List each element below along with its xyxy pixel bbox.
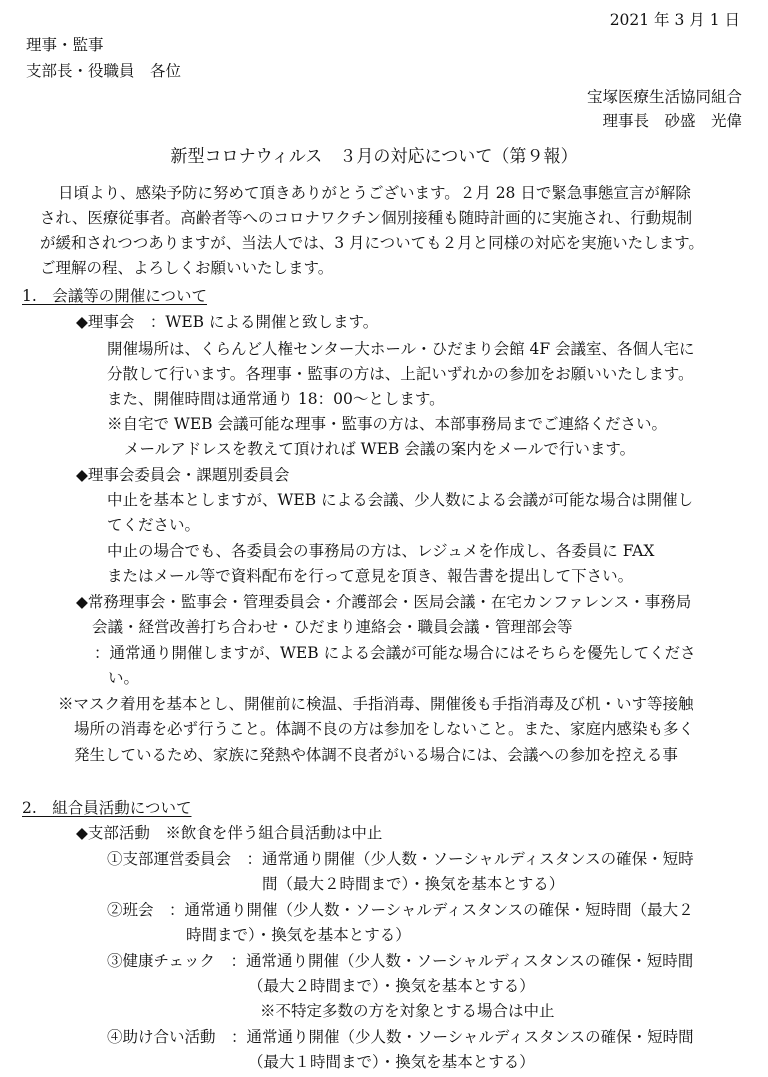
document-title: 新型コロナウィルス ３月の対応について（第９報）	[170, 147, 578, 167]
section-heading: 1. 会議等の開催について	[22, 287, 207, 305]
item-label-others: ◆常務理事会・監事会・管理委員会・介護部会・医局会議・在宅カンファレンス・事務局	[76, 593, 692, 611]
section-heading: 2. 組合員活動について	[22, 799, 192, 817]
intro-line: 日頃より、感染予防に努めて頂きありがとうございます。２月 28 日で緊急事態宣言が解除	[58, 184, 691, 202]
item-label-rijikai: ◆理事会 ：WEB による開催と致します。	[76, 313, 379, 331]
activity-item: ③健康チェック ：通常通り開催（少人数・ソーシャルディスタンスの確保・短時間	[107, 952, 694, 970]
activity-item: ①支部運営委員会 ：通常通り開催（少人数・ソーシャルディスタンスの確保・短時	[107, 850, 694, 868]
sender-organization: 宝塚医療生活協同組合	[586, 88, 742, 106]
body-line: 開催場所は、くらんど人権センター大ホール・ひだまり会館 4F 会議室、各個人宅に	[107, 340, 695, 358]
activity-item-continued: 間（最大２時間まで）・換気を基本とする）	[262, 875, 565, 893]
caution-note-line: 発生しているため、家族に発熱や体調不良者がいる場合には、会議への参加を控える事	[74, 746, 678, 764]
body-line: ※自宅で WEB 会議可能な理事・監事の方は、本部事務局までご連絡ください。	[107, 415, 667, 433]
body-line: ：通常通り開催しますが、WEB による会議が可能な場合にはそちらを優先してくださ	[94, 644, 696, 662]
intro-line: ご理解の程、よろしくお願いいたします。	[40, 259, 334, 277]
recipient-line: 支部長・役職員 各位	[26, 62, 182, 80]
body-line: 分散して行います。各理事・監事の方は、上記いずれかの参加をお願いいたします。	[107, 365, 694, 383]
sender-name: 理事長 砂盛 光偉	[602, 112, 742, 130]
body-line: てください。	[107, 516, 201, 534]
caution-note-line: 場所の消毒を必ず行うこと。体調不良の方は参加をしないこと。また、家庭内感染も多く	[74, 720, 695, 738]
body-line: 会議・経営改善打ち合わせ・ひだまり連絡会・職員会議・管理部会等	[92, 618, 573, 636]
body-line: またはメール等で資料配布を行って意見を頂き、報告書を提出して下さい。	[107, 567, 634, 585]
item-label-iinkai: ◆理事会委員会・課題別委員会	[76, 466, 290, 484]
document-date: 2021 年 3 月 1 日	[609, 11, 740, 29]
body-line: メールアドレスを教えて頂ければ WEB 会議の案内をメールで行います。	[124, 440, 636, 458]
body-line: 中止を基本としますが、WEB による会議、少人数による会議が可能な場合は開催し	[107, 491, 694, 509]
activity-item: ②班会 ：通常通り開催（少人数・ソーシャルディスタンスの確保・短時間（最大２	[107, 901, 694, 919]
activity-item-continued: （最大２時間まで）・換気を基本とする）	[248, 977, 535, 995]
activity-item: ④助け合い活動 ：通常通り開催（少人数・ソーシャルディスタンスの確保・短時間	[107, 1028, 694, 1046]
caution-note-line: ※マスク着用を基本とし、開催前に検温、手指消毒、開催後も手指消毒及び机・いす等接触	[58, 695, 694, 713]
activity-item-note: ※不特定多数の方を対象とする場合は中止	[260, 1002, 555, 1020]
intro-line: され、医療従事者。高齢者等へのコロナワクチン個別接種も随時計画的に実施され、行動規制	[40, 209, 693, 227]
body-line: い。	[108, 669, 140, 687]
activity-item-continued: 時間まで）・換気を基本とする）	[186, 926, 411, 944]
intro-line: が緩和されつつありますが、当法人では、3 月についても２月と同様の対応を実施いたします。	[40, 234, 704, 252]
activity-item-continued: （最大１時間まで）・換気を基本とする）	[248, 1053, 535, 1071]
item-label-branch: ◆支部活動 ※飲食を伴う組合員活動は中止	[76, 824, 383, 842]
body-line: また、開催時間は通常通り 18：00～とします。	[107, 390, 445, 408]
recipient-line: 理事・監事	[26, 36, 104, 54]
body-line: 中止の場合でも、各委員会の事務局の方は、レジュメを作成し、各委員に FAX	[107, 542, 655, 560]
